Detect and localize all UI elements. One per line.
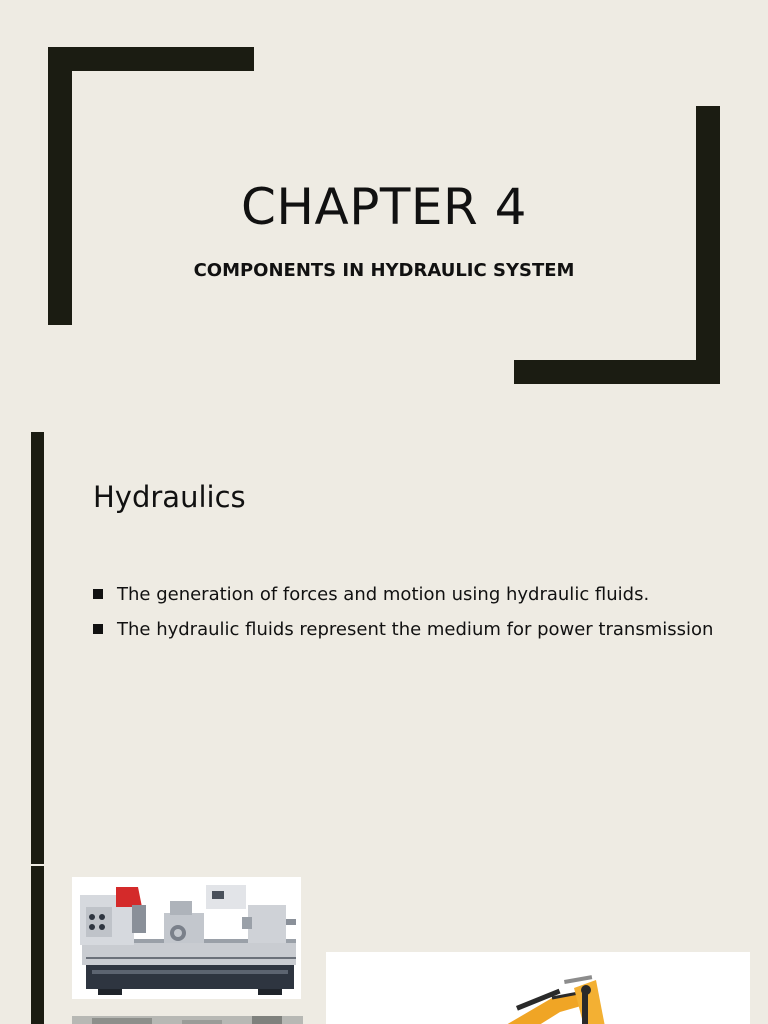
lathe-machine-image: [72, 877, 301, 999]
lathe-machine-illustration: [72, 877, 301, 999]
list-item: [93, 617, 733, 642]
left-accent-rule: [31, 432, 44, 864]
square-bullet-icon: [93, 624, 103, 634]
workshop-image: [72, 1016, 303, 1024]
chapter-subtitle: COMPONENTS IN HYDRAULIC SYSTEM: [193, 260, 575, 281]
list-item: [93, 582, 733, 607]
title-slide: [0, 0, 768, 432]
top-left-bracket-horizontal: [48, 47, 254, 71]
images-slide: [0, 864, 768, 1024]
bottom-right-bracket-vertical: [696, 106, 720, 384]
excavator-illustration: [326, 952, 750, 1024]
left-accent-rule: [31, 866, 44, 1024]
section-heading: Hydraulics: [93, 480, 246, 514]
bullet-text: The generation of forces and motion using hydraulic fluids.: [117, 584, 650, 605]
hydraulics-slide: [0, 432, 768, 864]
bullet-text: The hydraulic fluids represent the medium for power transmission: [117, 619, 714, 640]
excavator-image: [326, 952, 750, 1024]
bullet-list: [93, 582, 733, 652]
chapter-title: CHAPTER 4: [241, 178, 527, 236]
square-bullet-icon: [93, 589, 103, 599]
workshop-illustration: [72, 1016, 303, 1024]
bottom-right-bracket-horizontal: [514, 360, 720, 384]
